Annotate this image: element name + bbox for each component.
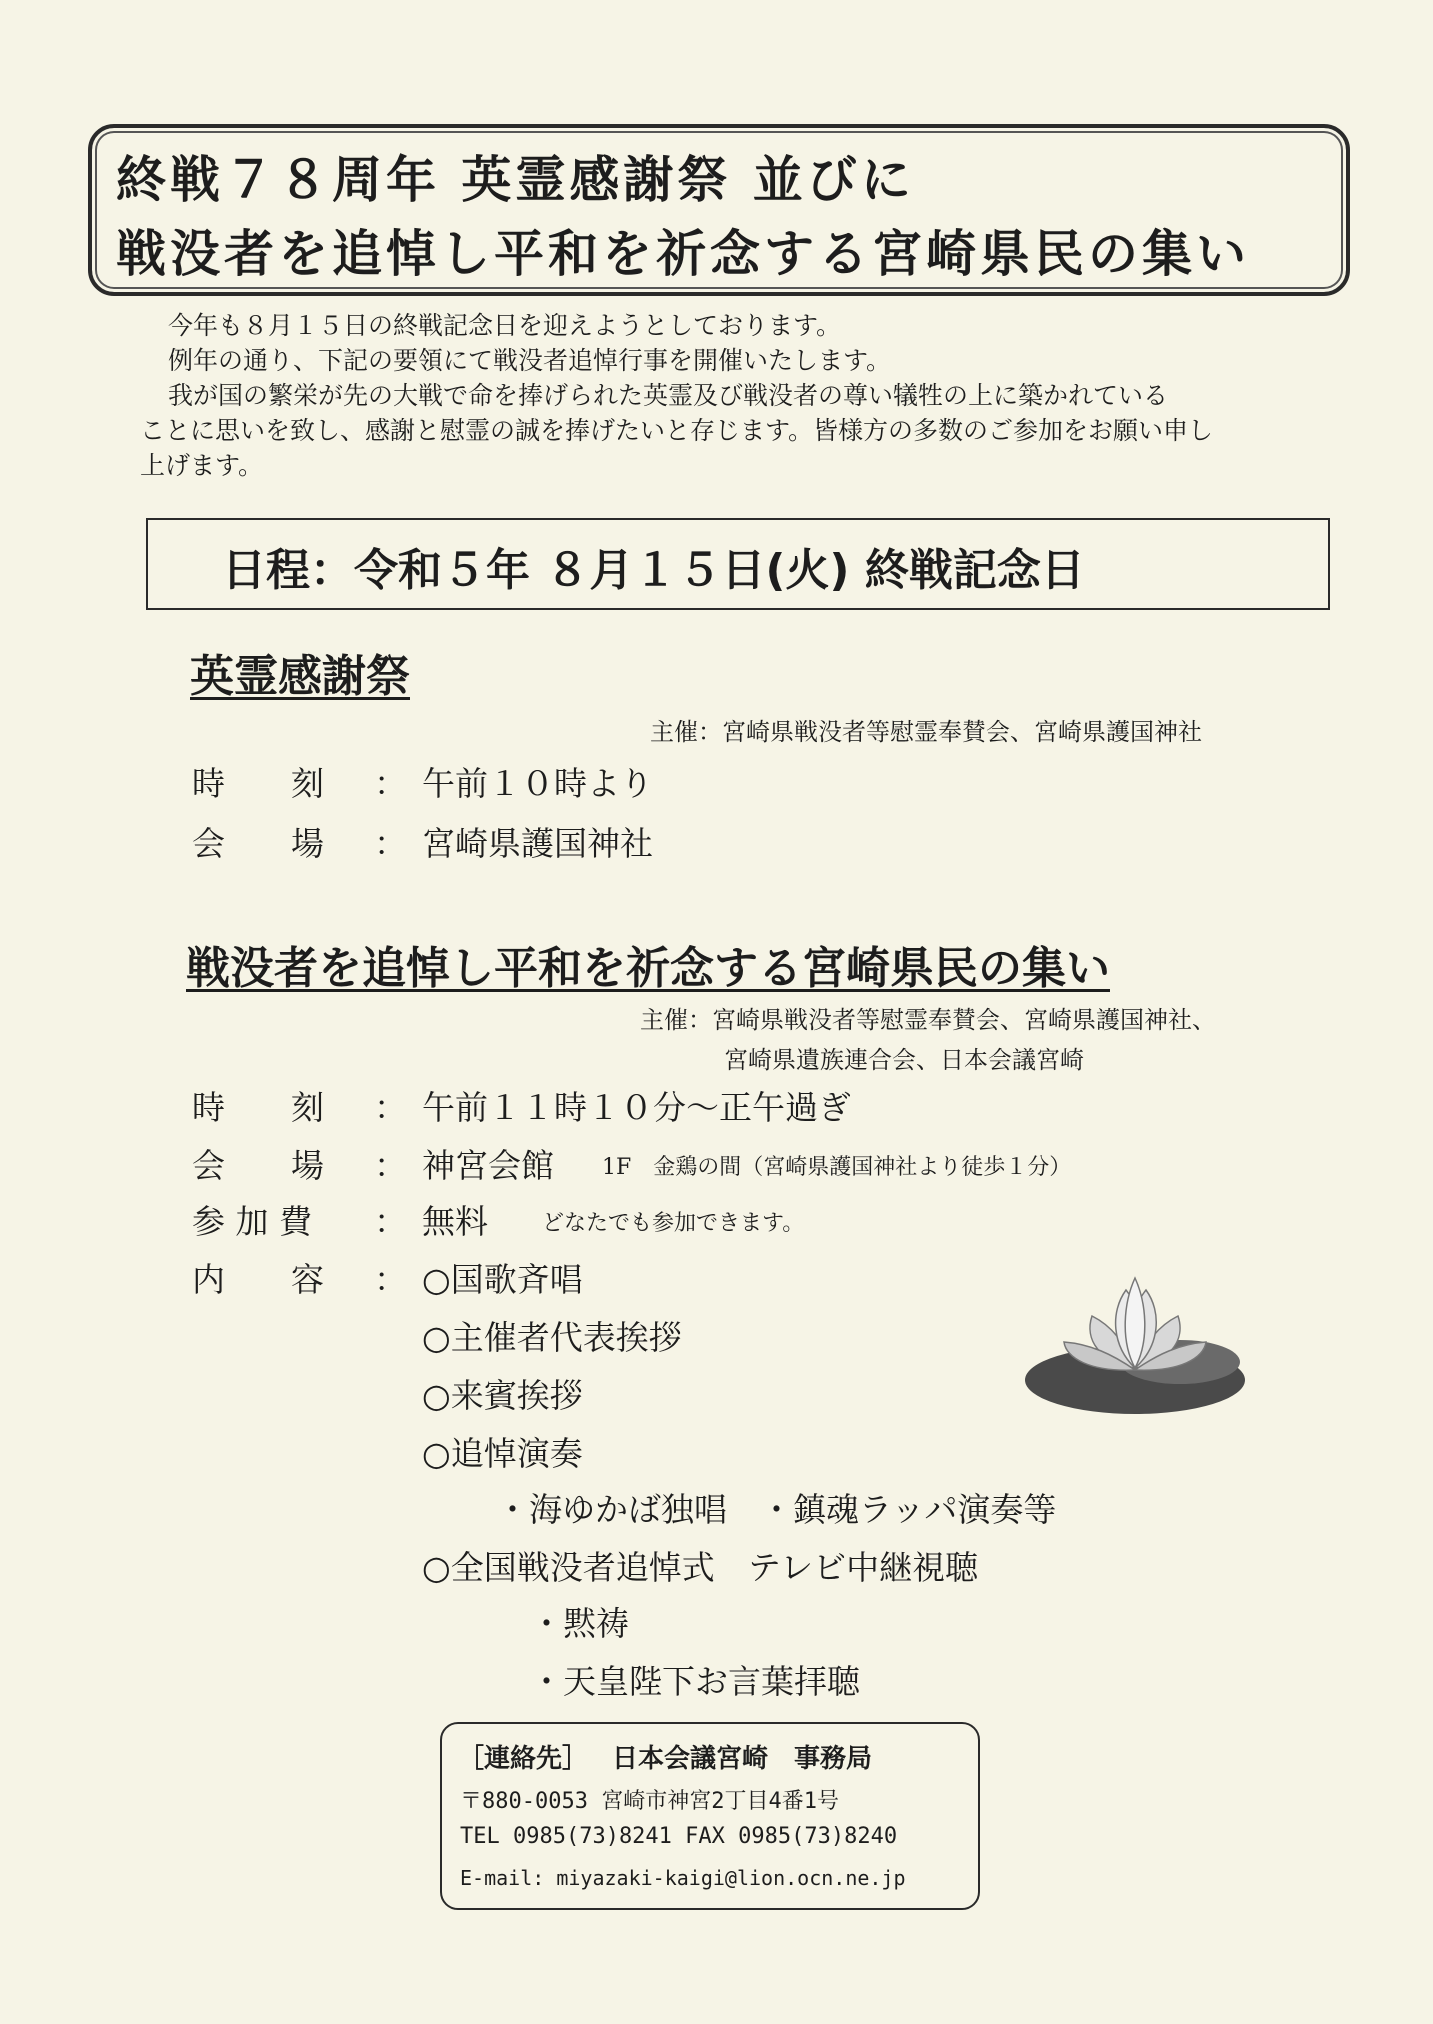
section-title-eirei: 英霊感謝祭 xyxy=(190,651,410,702)
intro-line-3: 我が国の繁栄が先の大戦で命を捧げられた英霊及び戦没者の尊い犠牲の上に築かれている xyxy=(168,381,1169,410)
intro-line-2: 例年の通り、下記の要領にて戦没者追悼行事を開催いたします。 xyxy=(168,346,892,375)
intro-line-1: 今年も８月１５日の終戦記念日を迎えようとしております。 xyxy=(168,311,842,340)
row-value-fee: 無料 xyxy=(422,1202,488,1241)
contact-email[interactable]: E-mail: miyazaki-kaigi@lion.ocn.ne.jp xyxy=(460,1866,906,1890)
contact-address: 〒880-0053 宮崎市神宮2丁目4番1号 xyxy=(460,1789,839,1814)
row-colon-venue-1: ： xyxy=(374,824,407,863)
program-subitem-music: ・海ゆかば独唱 ・鎮魂ラッパ演奏等 xyxy=(496,1490,1057,1529)
row-value-venue-1: 宮崎県護国神社 xyxy=(422,824,653,863)
intro-line-4: ことに思いを致し、感謝と慰霊の誠を捧げたいと存じます。皆様方の多数のご参加をお願い申し xyxy=(140,416,1214,445)
row-label-venue-1: 会 場 xyxy=(192,824,324,863)
program-item-anthem: ○国歌斉唱 xyxy=(422,1260,583,1299)
host-tsudoi-2: 宮崎県遺族連合会、日本会議宮崎 xyxy=(724,1046,1084,1074)
program-subitem-silence: ・黙祷 xyxy=(530,1604,629,1643)
contact-heading-org: 日本会議宮崎 事務局 xyxy=(612,1744,873,1774)
title-line-2: 戦没者を追悼し平和を祈念する宮崎県民の集い xyxy=(116,225,1250,283)
row-colon-fee: ： xyxy=(374,1202,407,1241)
row-colon-time-2: ： xyxy=(374,1088,407,1127)
row-label-fee: 参 加 費 xyxy=(192,1202,312,1241)
row-colon-content: ： xyxy=(374,1260,407,1299)
contact-tel-fax: TEL 0985(73)8241 FAX 0985(73)8240 xyxy=(460,1824,898,1849)
lotus-icon xyxy=(1020,1250,1250,1420)
row-value-venue-2: 神宮会館 xyxy=(422,1146,554,1185)
row-value-time-1: 午前１０時より xyxy=(422,764,653,803)
program-subitem-emperor: ・天皇陛下お言葉拝聴 xyxy=(530,1662,860,1701)
row-label-time-2: 時 刻 xyxy=(192,1088,324,1127)
contact-heading-label: ［連絡先］ xyxy=(458,1744,589,1774)
program-item-tv-broadcast: ○全国戦没者追悼式 テレビ中継視聴 xyxy=(422,1548,979,1587)
host-tsudoi-1: 主催：宮崎県戦没者等慰霊奉賛会、宮崎県護国神社、 xyxy=(640,1006,1216,1034)
venue-note-2: 1F 金鶏の間（宮崎県護国神社より徒歩１分） xyxy=(602,1155,1072,1180)
section-title-tsudoi: 戦没者を追悼し平和を祈念する宮崎県民の集い xyxy=(186,943,1110,994)
intro-line-5: 上げます。 xyxy=(140,451,264,480)
host-eirei: 主催：宮崎県戦没者等慰霊奉賛会、宮崎県護国神社 xyxy=(650,718,1202,746)
row-colon-time-1: ： xyxy=(374,764,407,803)
program-item-guest-greeting: ○来賓挨拶 xyxy=(422,1376,583,1415)
row-colon-venue-2: ： xyxy=(374,1146,407,1185)
schedule-text: 日程：令和５年 ８月１５日(火) 終戦記念日 xyxy=(222,545,1085,596)
program-item-host-greeting: ○主催者代表挨拶 xyxy=(422,1318,682,1357)
row-label-venue-2: 会 場 xyxy=(192,1146,324,1185)
title-line-1: 終戦７８周年 英霊感謝祭 並びに xyxy=(116,151,915,209)
row-value-time-2: 午前１１時１０分～正午過ぎ xyxy=(422,1088,851,1127)
row-label-time-1: 時 刻 xyxy=(192,764,324,803)
fee-note: どなたでも参加できます。 xyxy=(542,1211,805,1236)
program-item-memorial-music: ○追悼演奏 xyxy=(422,1434,583,1473)
row-label-content: 内 容 xyxy=(192,1260,324,1299)
